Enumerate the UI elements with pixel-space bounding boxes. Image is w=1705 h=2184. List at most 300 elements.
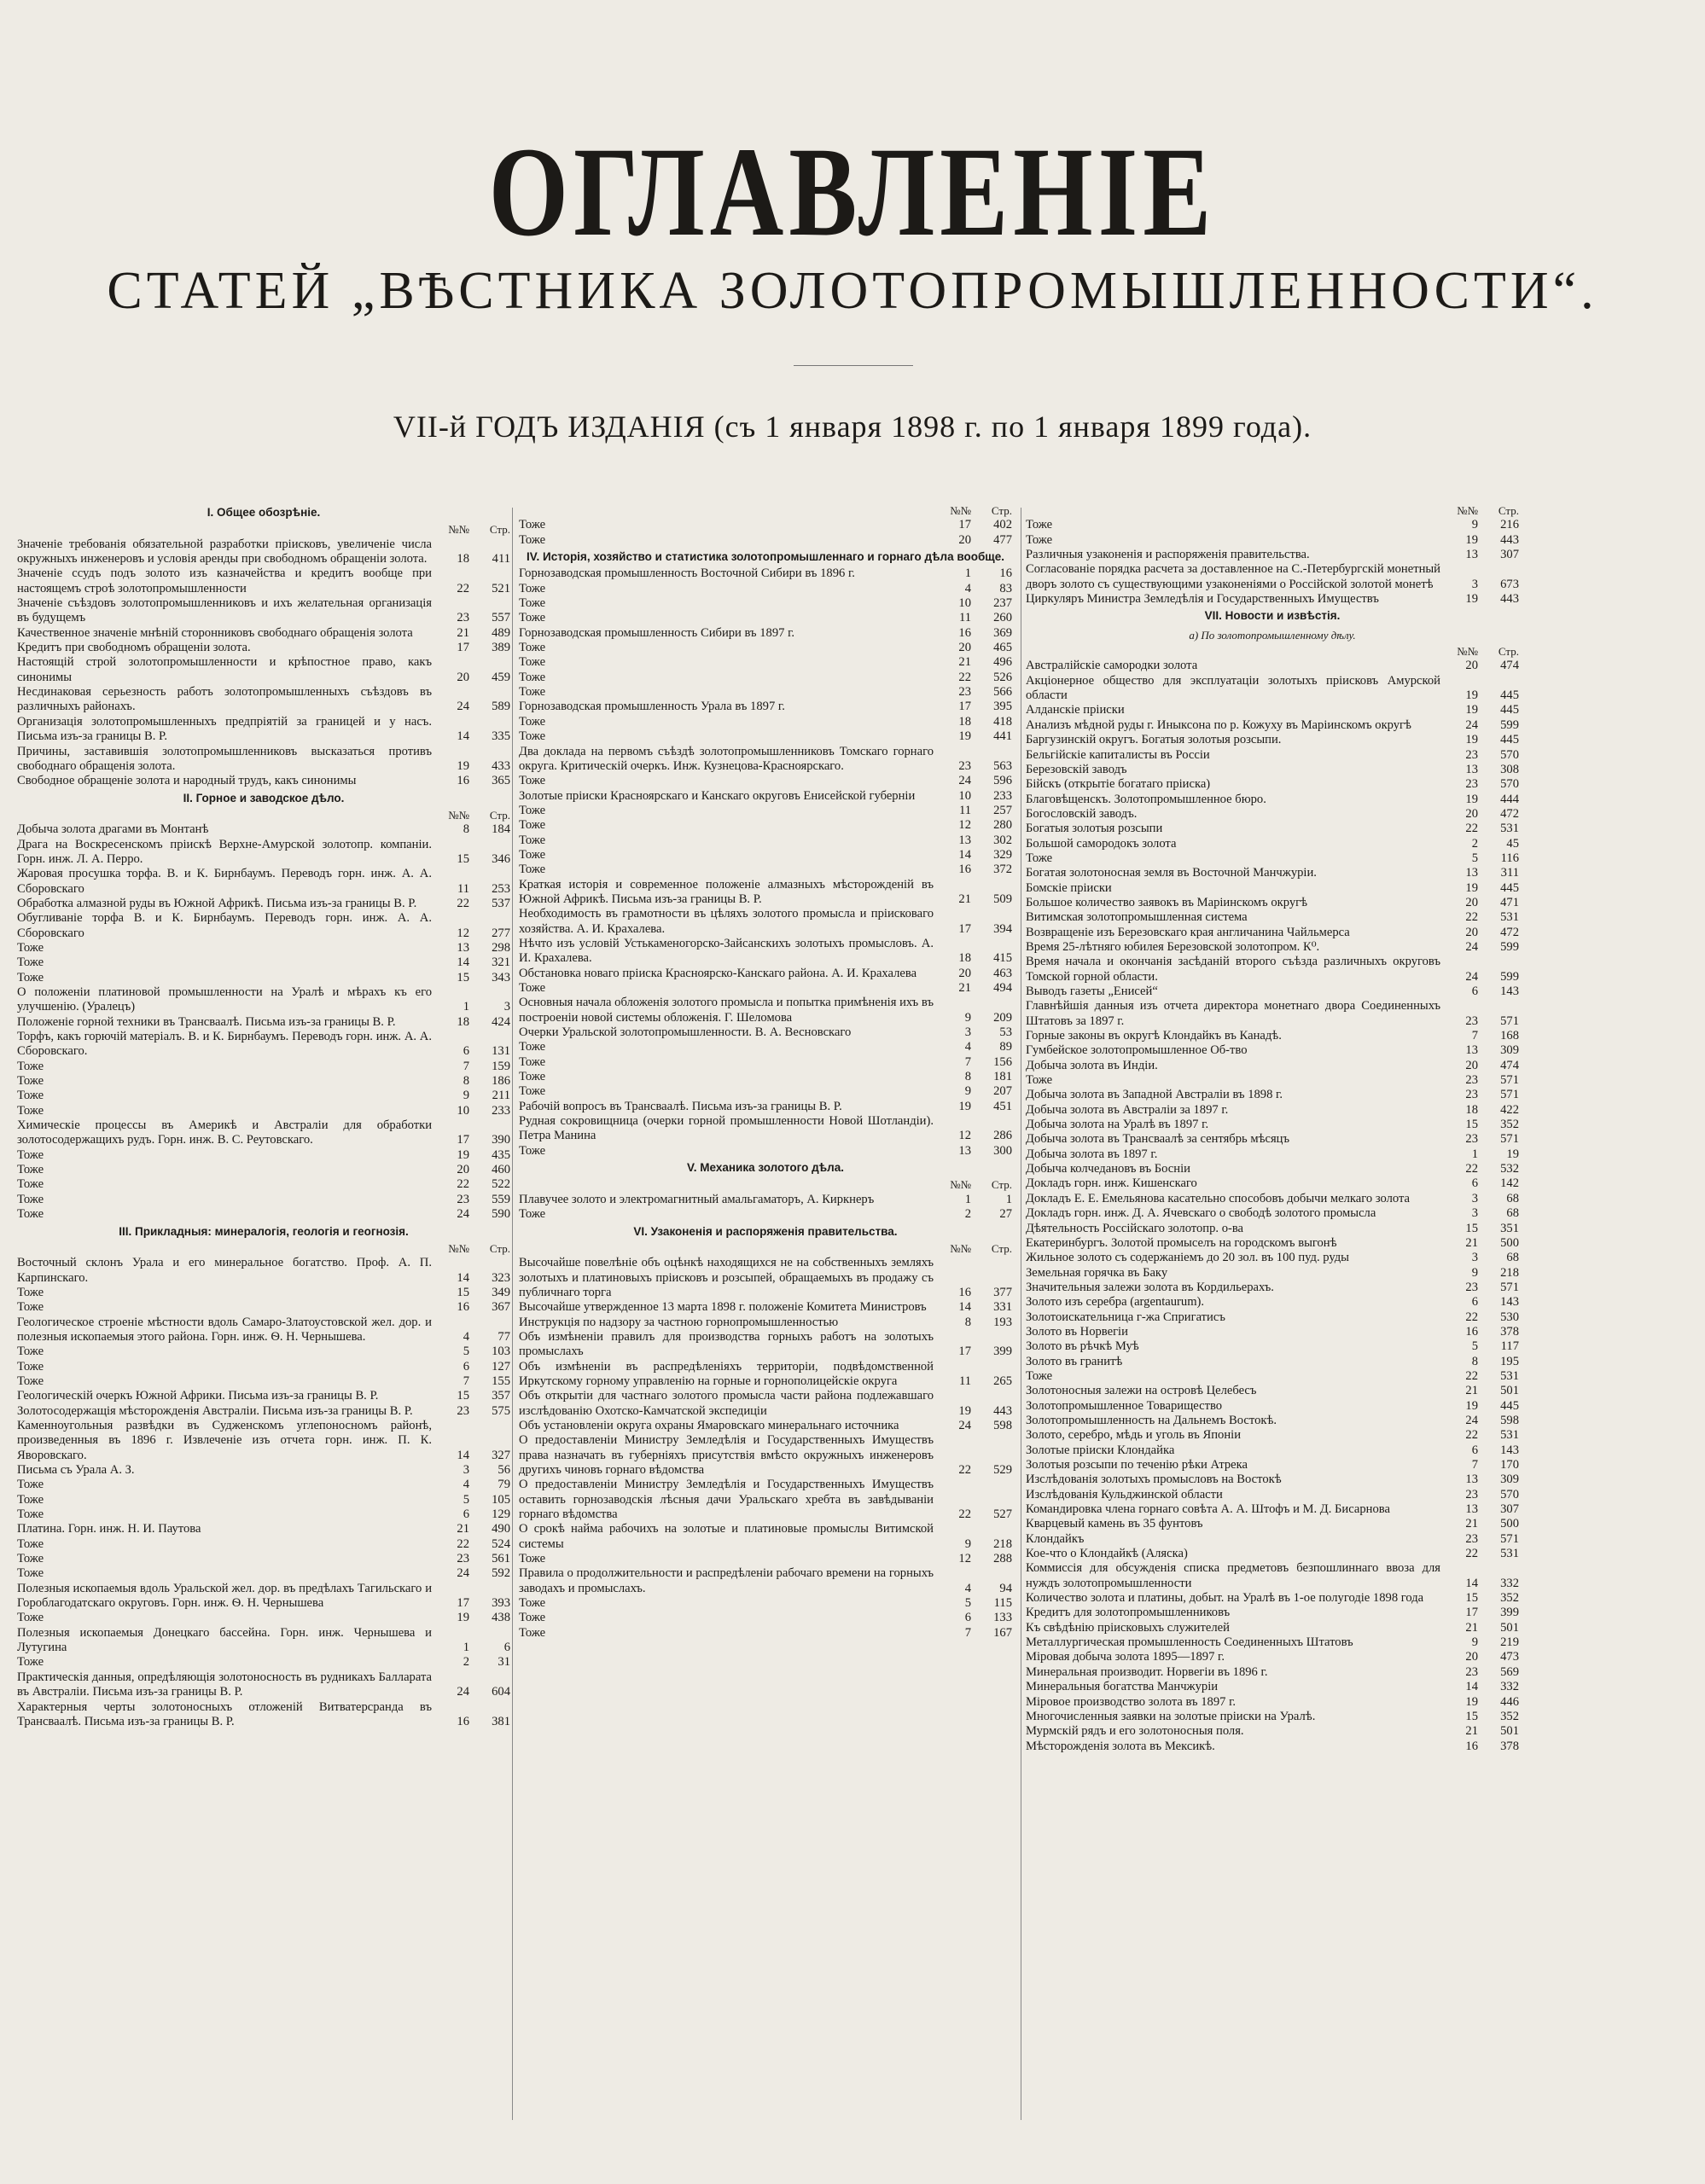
page-number: 331 [993, 1300, 1012, 1315]
toc-entry [1026, 659, 1519, 673]
page-number: 445 [1500, 703, 1519, 717]
page-header: Стр. [1498, 504, 1519, 517]
page-number: 3 [503, 1000, 510, 1014]
toc-entry [1026, 1103, 1519, 1118]
toc-entry [519, 1025, 1012, 1040]
issue-number: 6 [1471, 1176, 1478, 1191]
issue-number: 20 [1465, 1650, 1478, 1664]
page-number: 277 [492, 926, 510, 940]
issue-number: 13 [1465, 866, 1478, 880]
entry-title: О срокѣ найма рабочихъ на золотые и платиновые промыслы Витимской системы [519, 1522, 934, 1551]
entry-title: Кредитъ для золотопромышленниковъ [1026, 1606, 1231, 1620]
issue-number: 5 [1471, 1339, 1478, 1354]
page-number: 531 [1500, 1368, 1519, 1383]
entry-title: Тоже [519, 1552, 546, 1566]
entry-title: Міровое производство золота въ 1897 г. [1026, 1694, 1237, 1709]
toc-entry [1026, 1206, 1519, 1221]
toc-entry [1026, 1162, 1519, 1176]
issue-number: 21 [1465, 1384, 1478, 1398]
toc-entry [519, 878, 1012, 908]
page-number: 599 [1500, 939, 1519, 954]
entry-title: Золото въ рѣчкѣ Муѣ [1026, 1339, 1139, 1354]
toc-entry [17, 1552, 510, 1566]
section-heading-text: II. Горное и заводское дѣло. [183, 791, 345, 804]
issue-number: 17 [457, 1133, 469, 1147]
entry-title: Письма съ Урала А. З. [17, 1463, 135, 1477]
number-header: №№ [950, 1178, 971, 1192]
entry-title: Тоже [17, 940, 44, 955]
entry-title: Тоже [17, 1478, 44, 1492]
section-heading [519, 548, 1012, 566]
entry-title: Золото, серебро, мѣдь и уголь въ Японіи [1026, 1428, 1241, 1443]
entry-title: Положеніе горной техники въ Трансваалѣ. Письма изъ-за границы В. Р. [17, 1014, 396, 1029]
entry-title: Рудная сокровищница (очерки горной промышленности Новой Шотландіи). Петра Манина [519, 1114, 934, 1143]
entry-title: Добыча золота драгами въ Монтанѣ [17, 822, 209, 837]
entry-title: Значеніе требованія обязательной разработки пріисковъ, увеличеніе числа окружныхъ инженеровъ и условія аренды при свободномъ обращеніи золота. [17, 537, 432, 566]
issue-number: 14 [1465, 1680, 1478, 1694]
entry-title: Тоже [17, 1300, 44, 1315]
toc-entry [17, 971, 510, 985]
entry-title: Высочайше утвержденное 13 марта 1898 г. положеніе Комитета Министровъ [519, 1300, 927, 1315]
page-number: 444 [1500, 792, 1519, 806]
issue-number: 13 [457, 940, 469, 955]
column-header-row [17, 808, 510, 822]
toc-entry [1026, 1724, 1519, 1739]
issue-number: 18 [958, 714, 971, 729]
toc-entry [519, 848, 1012, 863]
toc-entry [1026, 1680, 1519, 1694]
issue-number: 24 [1465, 939, 1478, 954]
toc-entry [17, 1316, 510, 1345]
toc-entry [17, 1089, 510, 1103]
issue-number: 2 [964, 1207, 971, 1222]
entry-title: Высочайше повелѣніе объ оцѣнкѣ находящихся не на собственныхъ земляхъ золотыхъ и платиновыхъ пріисковъ и розсыпей, обращаемыхъ въ продажу съ публичнаго торга [519, 1256, 934, 1299]
page-number: 459 [492, 670, 510, 684]
page-number: 500 [1500, 1517, 1519, 1531]
toc-column-3 [1026, 503, 1519, 2141]
page-number: 575 [492, 1403, 510, 1418]
entry-title: Тоже [17, 1507, 44, 1522]
issue-number: 10 [457, 1103, 469, 1118]
entry-title: Земельная горячка въ Баку [1026, 1265, 1168, 1280]
entry-title: Тоже [519, 581, 546, 595]
page-number: 530 [1500, 1310, 1519, 1324]
page-number: 443 [1500, 592, 1519, 607]
toc-entry [1026, 1561, 1519, 1591]
toc-entry [1026, 1606, 1519, 1620]
page-number: 142 [1500, 1176, 1519, 1191]
entry-title: Золотосодержащія мѣсторожденія Австраліи. Письма изъ-за границы В. Р. [17, 1403, 413, 1418]
entry-title: Тоже [17, 1492, 44, 1507]
page-number: 117 [1500, 1339, 1519, 1354]
page-number: 571 [1500, 1088, 1519, 1102]
entry-title: Значеніе съѣздовъ золотопромышленниковъ и ихъ желательная организація въ будущемъ [17, 596, 432, 625]
page-number: 415 [993, 951, 1012, 966]
issue-number: 23 [457, 1192, 469, 1206]
page-number: 211 [492, 1089, 510, 1103]
issue-number: 2 [463, 1655, 469, 1670]
issue-number: 23 [1465, 747, 1478, 762]
issue-number: 24 [958, 1418, 971, 1432]
page-number: 537 [492, 896, 510, 910]
entry-title: Плавучее золото и электромагнитный амальгаматоръ, А. Киркнеръ [519, 1192, 875, 1206]
section-heading [17, 1223, 510, 1241]
entry-title: Австралійскіе самородки золота [1026, 659, 1198, 673]
section-heading-text: VII. Новости и извѣстія. [1204, 609, 1341, 623]
toc-entry [1026, 1414, 1519, 1428]
page-number: 280 [993, 818, 1012, 833]
issue-number: 22 [457, 581, 469, 595]
toc-entry [519, 1419, 1012, 1433]
issue-number: 14 [1465, 1576, 1478, 1590]
page-number: 170 [1500, 1458, 1519, 1472]
page-number: 531 [1500, 822, 1519, 836]
issue-number: 19 [1465, 532, 1478, 547]
entry-title: Бельгійскіе капиталисты въ Россіи [1026, 747, 1210, 762]
number-header: №№ [1457, 504, 1478, 517]
page-header: Стр. [991, 1241, 1012, 1255]
issue-number: 24 [457, 1685, 469, 1699]
entry-title: Обстановка новаго пріиска Красноярско-Канскаго района. А. И. Крахалева [519, 966, 917, 980]
toc-entry [519, 1207, 1012, 1222]
toc-entry [519, 1478, 1012, 1522]
issue-number: 20 [1465, 806, 1478, 821]
issue-number: 8 [964, 1070, 971, 1084]
page-number: 56 [498, 1463, 510, 1477]
toc-entry [17, 1256, 510, 1286]
entry-title: Полезныя ископаемыя Донецкаго бассейна. Горн. инж. Чернышева и Лутугина [17, 1625, 432, 1655]
entry-title: Согласованіе порядка расчета за доставленное на С.-Петербургскій монетный дворъ золото съ существующими узаконеніями о Россійской золотой монетѣ [1026, 562, 1440, 591]
page-number: 309 [1500, 1043, 1519, 1058]
entry-title: Тоже [519, 1596, 546, 1611]
issue-number: 23 [1465, 1487, 1478, 1502]
entry-title: Нѣчто изъ условій Устькаменогорско-Зайсанскихъ золотыхъ промысловъ. А. И. Крахалева. [519, 936, 934, 966]
issue-number: 19 [958, 1403, 971, 1418]
issue-number: 19 [1465, 688, 1478, 703]
issue-number: 20 [1465, 659, 1478, 673]
toc-entry [519, 1040, 1012, 1054]
issue-number: 5 [463, 1492, 469, 1507]
entry-title: Тоже [519, 863, 546, 877]
issue-number: 14 [958, 847, 971, 862]
issue-number: 21 [958, 981, 971, 995]
issue-number: 3 [964, 1025, 971, 1040]
entry-title: Горные законы въ округѣ Клондайкъ въ Канадѣ. [1026, 1029, 1282, 1043]
section-heading-text: III. Прикладныя: минералогія, геологія и геогнозія. [119, 1224, 409, 1238]
issue-number: 19 [958, 729, 971, 744]
page-number: 509 [993, 892, 1012, 906]
page-number: 474 [1500, 1058, 1519, 1072]
page-number: 673 [1500, 577, 1519, 591]
entry-title: Золотые пріиски Красноярскаго и Канскаго округовъ Енисейской губерніи [519, 788, 916, 803]
toc-entry [17, 1670, 510, 1700]
page-number: 571 [1500, 1014, 1519, 1028]
toc-entry [17, 1611, 510, 1625]
toc-entry [17, 1118, 510, 1148]
page-number: 115 [993, 1596, 1012, 1611]
number-header: №№ [448, 808, 469, 822]
toc-entry [519, 1330, 1012, 1360]
number-header: №№ [448, 523, 469, 537]
toc-entry [1026, 548, 1519, 562]
issue-number: 24 [1465, 969, 1478, 984]
page-number: 184 [492, 822, 510, 837]
issue-number: 8 [1471, 1354, 1478, 1368]
section-heading-text: VI. Узаконенія и распоряженія правительства. [633, 1224, 898, 1238]
page-number: 83 [999, 581, 1012, 595]
page-number: 438 [492, 1611, 510, 1625]
issue-number: 13 [958, 833, 971, 847]
entry-title: Тоже [17, 1566, 44, 1581]
issue-number: 19 [1465, 733, 1478, 747]
entry-title: Тоже [17, 956, 44, 970]
toc-entry [1026, 1310, 1519, 1325]
toc-entry [1026, 1443, 1519, 1458]
page-number: 592 [492, 1566, 510, 1581]
issue-number: 13 [1465, 1472, 1478, 1487]
toc-entry [1026, 1073, 1519, 1088]
toc-entry [519, 566, 1012, 581]
issue-number: 15 [457, 851, 469, 866]
issue-number: 16 [1465, 1739, 1478, 1753]
toc-entry [1026, 703, 1519, 717]
toc-entry [519, 1256, 1012, 1300]
issue-number: 15 [1465, 1709, 1478, 1723]
page-number: 500 [1500, 1235, 1519, 1250]
entry-title: Объ измѣненіи правилъ для производства горныхъ работъ на золотыхъ промыслахъ [519, 1329, 934, 1359]
entry-title: Мѣсторожденія золота въ Мексикѣ. [1026, 1739, 1215, 1753]
page-number: 286 [993, 1129, 1012, 1143]
page-number: 561 [492, 1552, 510, 1566]
page-number: 195 [1500, 1354, 1519, 1368]
page-number: 155 [492, 1374, 510, 1388]
toc-entry [1026, 866, 1519, 880]
issue-number: 4 [964, 581, 971, 595]
page-number: 307 [1500, 1502, 1519, 1517]
page-number: 377 [993, 1285, 1012, 1299]
issue-number: 7 [1471, 1458, 1478, 1472]
toc-entry [1026, 1502, 1519, 1517]
issue-number: 22 [1465, 1368, 1478, 1383]
issue-number: 22 [457, 896, 469, 910]
entry-title: Тоже [519, 655, 546, 670]
issue-number: 9 [463, 1089, 469, 1103]
issue-number: 21 [457, 625, 469, 640]
page-title: ОГЛАВЛЕНІЕ [488, 120, 1217, 263]
entry-title: Циркуляръ Министра Земледѣлія и Государственныхъ Имуществъ [1026, 592, 1379, 607]
page-number: 501 [1500, 1384, 1519, 1398]
page-number: 378 [1500, 1324, 1519, 1339]
issue-number: 17 [457, 641, 469, 655]
page-number: 474 [1500, 659, 1519, 673]
page-number: 532 [1500, 1162, 1519, 1176]
entry-title: Витимская золотопромышленная система [1026, 910, 1248, 925]
page-number: 418 [993, 714, 1012, 729]
issue-number: 13 [1465, 1043, 1478, 1058]
issue-number: 24 [1465, 1413, 1478, 1427]
entry-title: Тоже [17, 1147, 44, 1162]
issue-number: 19 [958, 1099, 971, 1113]
column-divider [512, 508, 513, 2120]
toc-entry [1026, 926, 1519, 940]
toc-entry [1026, 1266, 1519, 1281]
entry-title: Главнѣйшія данныя изъ отчета директора монетнаго двора Соединенныхъ Штатовъ за 1897 г. [1026, 999, 1440, 1028]
issue-number: 11 [958, 803, 971, 817]
toc-entry [1026, 1710, 1519, 1724]
issue-number: 18 [457, 1014, 469, 1029]
page-number: 116 [1500, 851, 1519, 865]
toc-entry [17, 537, 510, 567]
toc-entry [519, 626, 1012, 641]
issue-number: 12 [958, 1552, 971, 1566]
issue-number: 15 [457, 1389, 469, 1403]
page-number: 27 [999, 1207, 1012, 1222]
entry-title: Акціонерное общество для эксплуатаціи золотыхъ пріисковъ Амурской области [1026, 673, 1440, 703]
page-number: 233 [492, 1103, 510, 1118]
entry-title: Тоже [519, 641, 546, 655]
entry-title: Золотопромышленное Товарищество [1026, 1398, 1223, 1413]
entry-title: Коммиссія для обсужденія списка предметовъ безпошлиннаго ввоза для нуждъ золотопромышленности [1026, 1561, 1440, 1590]
toc-entry [1026, 763, 1519, 777]
entry-title: Тоже [17, 1285, 44, 1299]
entry-title: Тоже [519, 685, 546, 700]
issue-number: 6 [463, 1507, 469, 1522]
issue-number: 20 [1465, 925, 1478, 939]
issue-number: 15 [457, 1285, 469, 1299]
toc-entry [519, 863, 1012, 877]
issue-number: 14 [457, 1270, 469, 1285]
page-number: 590 [492, 1207, 510, 1222]
page-header: Стр. [1498, 645, 1519, 659]
issue-number: 10 [958, 788, 971, 803]
toc-entry [1026, 533, 1519, 548]
toc-entry [1026, 592, 1519, 607]
toc-entry [519, 1193, 1012, 1207]
toc-entry [519, 655, 1012, 670]
page-number: 6 [503, 1641, 510, 1655]
entry-title: Березовскій заводъ [1026, 762, 1127, 776]
entry-title: Благовѣщенскъ. Золотопромышленное бюро. [1026, 792, 1266, 806]
entry-title: Тоже [17, 1089, 44, 1103]
issue-number: 23 [1465, 777, 1478, 792]
page-number: 472 [1500, 925, 1519, 939]
entry-title: Добыча золота на Уралѣ въ 1897 г. [1026, 1118, 1209, 1132]
toc-column-2 [519, 503, 1012, 2141]
toc-entry [17, 1507, 510, 1522]
issue-number: 23 [958, 685, 971, 700]
issue-number: 4 [463, 1329, 469, 1344]
entry-title: Добыча золота въ Австраліи за 1897 г. [1026, 1102, 1229, 1117]
entry-title: Тоже [519, 833, 546, 847]
entry-title: Командировка члена горнаго совѣта А. А. Штофъ и М. Д. Бисарнова [1026, 1502, 1390, 1517]
issue-number: 24 [457, 1566, 469, 1581]
toc-entry [519, 1144, 1012, 1159]
page-number: 422 [1500, 1102, 1519, 1117]
toc-entry [17, 1582, 510, 1612]
page-number: 411 [492, 552, 510, 566]
entry-title: Минеральная производит. Норвегіи въ 1896 г. [1026, 1664, 1268, 1679]
issue-number: 6 [1471, 985, 1478, 998]
page-number: 311 [1500, 866, 1519, 880]
toc-entry [519, 700, 1012, 714]
page-header: Стр. [991, 504, 1012, 517]
toc-entry [17, 715, 510, 745]
issue-number: 21 [1465, 1235, 1478, 1250]
page-number: 329 [993, 847, 1012, 862]
page-number: 68 [1506, 1206, 1519, 1221]
page-number: 571 [1500, 1280, 1519, 1294]
issue-number: 6 [463, 1044, 469, 1059]
toc-entry [519, 641, 1012, 655]
page-number: 463 [993, 966, 1012, 980]
issue-number: 6 [463, 1359, 469, 1374]
page-number: 596 [993, 774, 1012, 788]
toc-entry [519, 1100, 1012, 1114]
page-number: 435 [492, 1147, 510, 1162]
issue-number: 6 [1471, 1295, 1478, 1310]
page-number: 131 [492, 1044, 510, 1059]
entry-title: Къ свѣдѣнію пріисковыхъ служителей [1026, 1620, 1230, 1635]
number-header: №№ [950, 1241, 971, 1255]
entry-title: Изслѣдованія золотыхъ промысловъ на Востокѣ [1026, 1472, 1282, 1487]
entry-title: Очерки Уральской золотопромышленности. В. А. Весновскаго [519, 1025, 852, 1040]
issue-number: 9 [1471, 1635, 1478, 1650]
page-number: 424 [492, 1014, 510, 1029]
issue-number: 17 [958, 1345, 971, 1359]
entry-title: Драга на Воскресенскомъ пріискѣ Верхне-Амурской золотопр. компаніи. Горн. инж. Л. А. Перро. [17, 837, 432, 866]
page-number: 571 [1500, 1073, 1519, 1088]
toc-entry [1026, 1472, 1519, 1487]
column-header-row [519, 503, 1012, 518]
entry-title: Объ открытіи для частнаго золотого промысла части района подлежавшаго изслѣдованію Охотско-Камчатской экспедиціи [519, 1389, 934, 1418]
entry-title: Тоже [519, 1207, 546, 1222]
entry-title: Полезныя ископаемыя вдоль Уральской жел. дор. въ предѣлахъ Тагильскаго и Гороблагодатскаго округовъ. Горн. инж. Ѳ. Н. Чернышева [17, 1581, 432, 1611]
entry-title: Тоже [17, 1345, 44, 1359]
page-number: 308 [1500, 762, 1519, 776]
entry-title: Металлургическая промышленность Соединенныхъ Штатовъ [1026, 1635, 1353, 1650]
entry-title: Бомскіе пріиски [1026, 880, 1112, 895]
toc-entry [519, 937, 1012, 967]
toc-entry [519, 1360, 1012, 1390]
page-number: 501 [1500, 1620, 1519, 1635]
entry-title: Золото въ гранитѣ [1026, 1354, 1123, 1368]
page-number: 31 [498, 1655, 510, 1670]
entry-title: Восточный склонъ Урала и его минеральное богатство. Проф. А. П. Карпинскаго. [17, 1256, 432, 1285]
issue-number: 1 [463, 1000, 469, 1014]
issue-number: 22 [457, 1536, 469, 1551]
entry-title: Кредитъ при свободномъ обращеніи золота. [17, 641, 251, 655]
toc-entry [519, 611, 1012, 625]
issue-number: 7 [463, 1374, 469, 1388]
entry-title: Необходимость въ грамотности въ цѣляхъ золотого промысла и пріисковаго хозяйства. А. И. Крахалева. [519, 907, 934, 936]
issue-number: 20 [958, 532, 971, 547]
page-number: 389 [492, 641, 510, 655]
page-number: 209 [993, 1010, 1012, 1025]
toc-entry [17, 1345, 510, 1359]
entry-title: Количество золота и платины, добыт. на Уралѣ въ 1-ое полугодіе 1898 года [1026, 1591, 1424, 1606]
edition-line: VII-й ГОДЪ ИЗДАНІЯ (съ 1 января 1898 г. по 1 января 1899 года). [393, 410, 1312, 444]
page-number: 393 [492, 1596, 510, 1611]
entry-title: Организація золотопромышленныхъ предпріятій за границей и у насъ. Письма изъ-за границы В. Р. [17, 714, 432, 744]
page-number: 159 [492, 1059, 510, 1073]
issue-number: 22 [958, 670, 971, 684]
entry-title: Тоже [17, 1536, 44, 1551]
toc-entry [1026, 807, 1519, 822]
issue-number: 16 [457, 1714, 469, 1728]
page-number: 604 [492, 1685, 510, 1699]
page-number: 300 [993, 1143, 1012, 1158]
entry-title: О предоставленіи Министру Земледѣлія и Государственныхъ Имуществъ права назначать въ губерніяхъ присутствія вмѣсто окружныхъ инженеровъ другихъ чиновъ горнаго вѣдомства [519, 1433, 934, 1477]
